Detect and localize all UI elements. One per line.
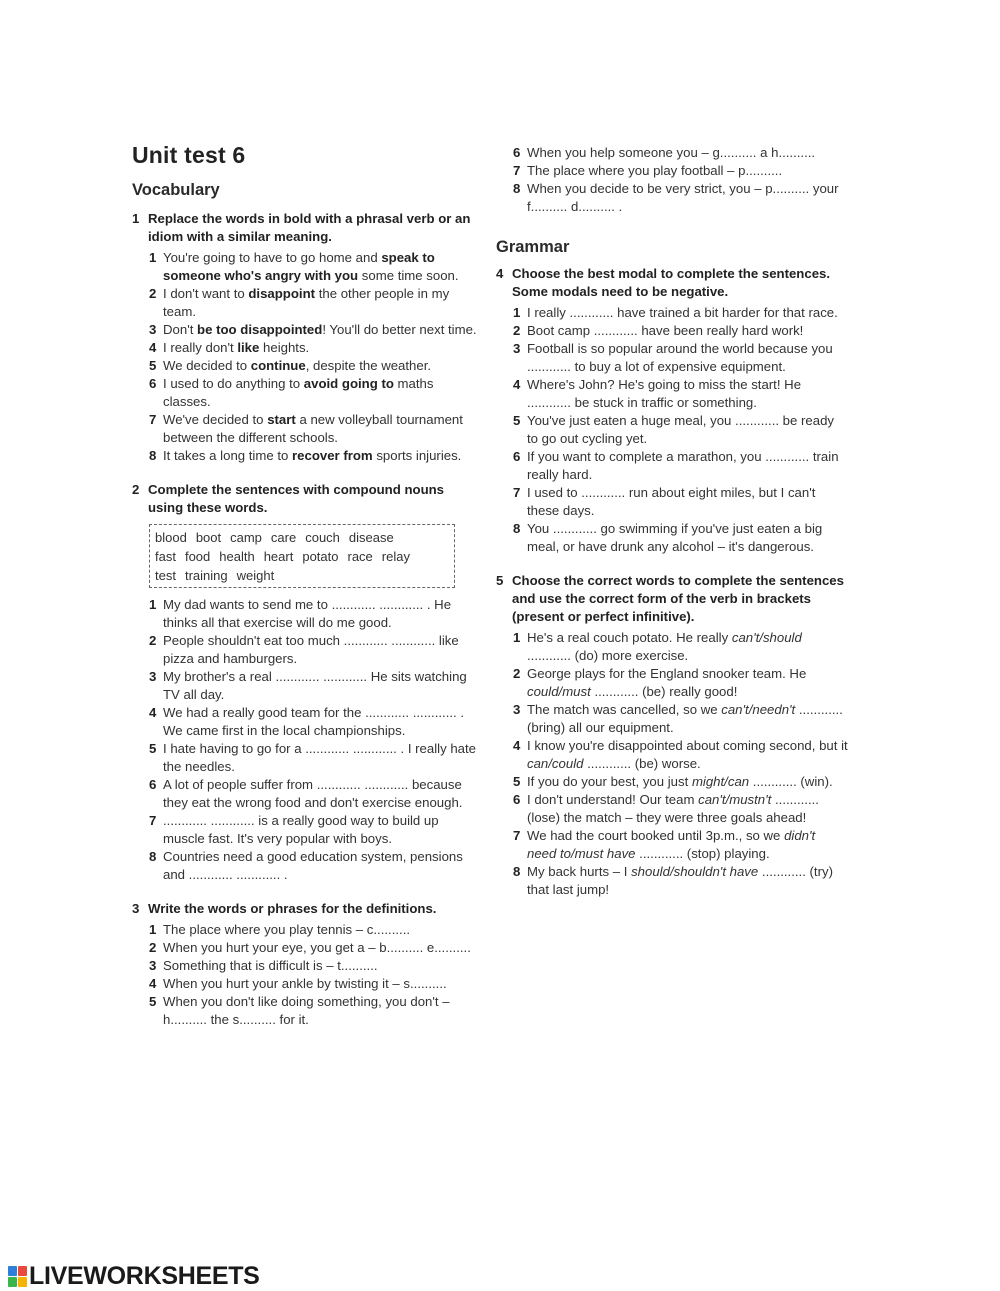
list-item xyxy=(513,520,848,556)
item-text: He's a real couch potato. He really can't/should ............ (do) more exercise. xyxy=(527,630,802,663)
list-item xyxy=(513,773,848,791)
exercise-4 xyxy=(496,265,848,556)
list-item xyxy=(149,812,482,848)
item-text: Countries need a good education system, pensions and ............ ............ . xyxy=(163,849,463,882)
item-text: A lot of people suffer from ............ ............ because they eat the wrong food and don't exercise enough. xyxy=(163,777,463,810)
exercise-1-instruction xyxy=(132,210,482,246)
item-text: Something that is difficult is – t.......... xyxy=(163,958,378,973)
item-number: 3 xyxy=(513,341,521,356)
list-item xyxy=(149,921,482,939)
list-item xyxy=(149,975,482,993)
list-item xyxy=(513,340,848,376)
item-number: 2 xyxy=(513,323,521,338)
item-number: 7 xyxy=(149,412,157,427)
item-text: When you help someone you – g.......... a h.......... xyxy=(527,145,816,160)
item-text: I really ............ have trained a bit harder for that race. xyxy=(527,305,838,320)
list-item xyxy=(513,180,848,216)
item-text: My dad wants to send me to ............ ............ . He thinks all that exercise will do me good. xyxy=(163,597,452,630)
item-number: 1 xyxy=(513,305,521,320)
list-item xyxy=(513,322,848,340)
item-text: You're going to have to go home and speak to someone who's angry with you some time soon. xyxy=(163,250,459,283)
list-item xyxy=(513,144,848,162)
item-text: I used to do anything to avoid going to maths classes. xyxy=(163,376,434,409)
item-text: We decided to continue, despite the weather. xyxy=(163,358,432,373)
list-item xyxy=(149,632,482,668)
word-option: blood xyxy=(155,530,187,545)
word-box xyxy=(149,524,455,588)
item-number: 7 xyxy=(513,163,521,178)
exercise-3-items-part1 xyxy=(149,921,482,1029)
page-title: Unit test 6 xyxy=(132,142,246,168)
word-option: care xyxy=(270,530,297,545)
list-item xyxy=(513,665,848,701)
item-text: My brother's a real ............ ............ He sits watching TV all day. xyxy=(163,669,467,702)
word-option: camp xyxy=(230,530,262,545)
exercise-number: 5 xyxy=(496,573,504,588)
item-text: The match was cancelled, so we can't/needn't ............ (bring) all our equipment. xyxy=(527,702,843,735)
list-item xyxy=(513,791,848,827)
list-item xyxy=(149,411,482,447)
item-number: 1 xyxy=(149,922,157,937)
list-item xyxy=(513,701,848,737)
exercise-number: 1 xyxy=(132,211,140,226)
item-text: If you want to complete a marathon, you ............ train really hard. xyxy=(527,449,839,482)
item-number: 7 xyxy=(513,828,521,843)
exercise-5-items xyxy=(513,629,848,899)
word-option: boot xyxy=(195,530,222,545)
item-number: 2 xyxy=(513,666,521,681)
word-option: relay xyxy=(381,549,410,564)
liveworksheets-logo[interactable] xyxy=(8,1262,260,1291)
exercise-3-items-part2 xyxy=(513,144,848,216)
item-text: Where's John? He's going to miss the start! He ............ be stuck in traffic or something. xyxy=(527,377,802,410)
item-number: 5 xyxy=(149,994,157,1009)
instruction-text: Choose the best modal to complete the sentences. Some modals need to be negative. xyxy=(512,266,831,299)
exercise-number: 4 xyxy=(496,266,504,281)
item-number: 8 xyxy=(513,181,521,196)
item-text: The place where you play football – p.......... xyxy=(527,163,783,178)
item-text: If you do your best, you just might/can ............ (win). xyxy=(527,774,833,789)
instruction-text: Choose the correct words to complete the sentences and use the correct form of the verb in brackets (present or perfect infinitive). xyxy=(512,573,844,624)
item-text: Don't be too disappointed! You'll do better next time. xyxy=(163,322,477,337)
list-item xyxy=(149,668,482,704)
vocabulary-heading: Vocabulary xyxy=(132,181,220,199)
item-number: 4 xyxy=(149,976,157,991)
item-number: 6 xyxy=(149,777,157,792)
logo-square-icon xyxy=(18,1266,27,1276)
list-item xyxy=(513,448,848,484)
list-item xyxy=(513,412,848,448)
item-text: We had a really good team for the ............ ............ . We came first in the local championships. xyxy=(163,705,465,738)
item-number: 5 xyxy=(513,774,521,789)
list-item xyxy=(513,629,848,665)
item-number: 3 xyxy=(149,669,157,684)
item-number: 6 xyxy=(513,792,521,807)
item-text: Football is so popular around the world because you ............ to buy a lot of expensive equipment. xyxy=(527,341,833,374)
exercise-1 xyxy=(132,210,482,465)
item-text: I know you're disappointed about coming second, but it can/could ............ (be) worse. xyxy=(527,738,848,771)
list-item xyxy=(149,740,482,776)
item-number: 5 xyxy=(149,741,157,756)
exercise-3 xyxy=(132,900,482,1029)
list-item xyxy=(513,863,848,899)
list-item xyxy=(149,596,482,632)
item-text: When you don't like doing something, you don't – h.......... the s.......... for it. xyxy=(163,994,450,1027)
word-option: food xyxy=(184,549,211,564)
item-text: We had the court booked until 3p.m., so we didn't need to/must have ............ (stop) playing. xyxy=(527,828,816,861)
item-number: 6 xyxy=(513,449,521,464)
word-option: race xyxy=(347,549,373,564)
item-text: It takes a long time to recover from sports injuries. xyxy=(163,448,462,463)
exercise-number: 3 xyxy=(132,901,140,916)
list-item xyxy=(513,304,848,322)
logo-icon xyxy=(8,1266,27,1287)
list-item xyxy=(513,484,848,520)
instruction-text: Replace the words in bold with a phrasal verb or an idiom with a similar meaning. xyxy=(148,211,471,244)
exercise-2-instruction xyxy=(132,481,482,517)
word-option: fast xyxy=(155,549,176,564)
item-number: 7 xyxy=(513,485,521,500)
word-option: potato xyxy=(302,549,339,564)
item-number: 2 xyxy=(149,633,157,648)
item-number: 2 xyxy=(149,286,157,301)
item-text: Boot camp ............ have been really hard work! xyxy=(527,323,804,338)
exercise-4-items xyxy=(513,304,848,556)
exercise-number: 2 xyxy=(132,482,140,497)
item-text: My back hurts – I should/shouldn't have ............ (try) that last jump! xyxy=(527,864,833,897)
exercise-2-items xyxy=(149,596,482,884)
item-number: 8 xyxy=(513,864,521,879)
item-text: We've decided to start a new volleyball tournament between the different schools. xyxy=(163,412,463,445)
word-box-row xyxy=(155,547,449,566)
item-text: When you hurt your eye, you get a – b.......... e.......... xyxy=(163,940,471,955)
word-option: couch xyxy=(305,530,340,545)
list-item xyxy=(149,321,482,339)
instruction-text: Write the words or phrases for the definitions. xyxy=(148,901,437,916)
list-item xyxy=(513,737,848,773)
list-item xyxy=(149,249,482,285)
item-number: 7 xyxy=(149,813,157,828)
item-text: I don't understand! Our team can't/mustn't ............ (lose) the match – they were three goals ahead! xyxy=(527,792,819,825)
word-box-row xyxy=(155,566,449,585)
exercise-4-instruction xyxy=(496,265,848,301)
item-text: I don't want to disappoint the other people in my team. xyxy=(163,286,450,319)
item-number: 5 xyxy=(513,413,521,428)
word-box-row xyxy=(155,528,449,547)
word-option: weight xyxy=(236,568,275,583)
item-number: 2 xyxy=(149,940,157,955)
list-item xyxy=(149,285,482,321)
item-number: 8 xyxy=(149,849,157,864)
item-number: 1 xyxy=(149,250,157,265)
instruction-text: Complete the sentences with compound nouns using these words. xyxy=(148,482,445,515)
list-item xyxy=(149,704,482,740)
item-number: 1 xyxy=(149,597,157,612)
item-number: 3 xyxy=(149,322,157,337)
word-option: training xyxy=(184,568,228,583)
logo-text: LIVEWORKSHEETS xyxy=(29,1262,260,1290)
logo-square-icon xyxy=(8,1266,17,1276)
item-text: George plays for the England snooker team. He could/must ............ (be) really good! xyxy=(527,666,807,699)
list-item xyxy=(149,357,482,375)
exercise-3-instruction xyxy=(132,900,482,918)
list-item xyxy=(513,827,848,863)
item-text: The place where you play tennis – c.......... xyxy=(163,922,411,937)
exercise-2 xyxy=(132,481,482,884)
left-column xyxy=(132,142,482,1029)
list-item xyxy=(149,848,482,884)
item-number: 8 xyxy=(513,521,521,536)
item-text: I used to ............ run about eight miles, but I can't these days. xyxy=(527,485,816,518)
list-item xyxy=(149,957,482,975)
list-item xyxy=(149,993,482,1029)
item-text: I really don't like heights. xyxy=(163,340,310,355)
item-number: 3 xyxy=(149,958,157,973)
list-item xyxy=(149,375,482,411)
word-option: health xyxy=(219,549,255,564)
item-text: When you hurt your ankle by twisting it – s.......... xyxy=(163,976,447,991)
item-text: You ............ go swimming if you've just eaten a big meal, or have drunk any alcohol – it's dangerous. xyxy=(527,521,823,554)
list-item xyxy=(149,939,482,957)
item-number: 1 xyxy=(513,630,521,645)
logo-square-icon xyxy=(18,1277,27,1287)
item-number: 3 xyxy=(513,702,521,717)
exercise-1-items xyxy=(149,249,482,465)
item-number: 4 xyxy=(513,377,521,392)
item-text: I hate having to go for a ............ ............ . I really hate the needles. xyxy=(163,741,476,774)
item-number: 8 xyxy=(149,448,157,463)
exercise-5-instruction xyxy=(496,572,848,626)
item-text: When you decide to be very strict, you – p.......... your f.......... d.......... . xyxy=(527,181,839,214)
item-number: 6 xyxy=(149,376,157,391)
logo-square-icon xyxy=(8,1277,17,1287)
word-option: heart xyxy=(263,549,294,564)
item-text: People shouldn't eat too much ............ ............ like pizza and hamburgers. xyxy=(163,633,459,666)
item-number: 4 xyxy=(149,340,157,355)
list-item xyxy=(149,447,482,465)
item-text: ............ ............ is a really good way to build up muscle fast. It's very popular with boys. xyxy=(163,813,439,846)
word-option: disease xyxy=(348,530,394,545)
item-number: 4 xyxy=(513,738,521,753)
item-number: 4 xyxy=(149,705,157,720)
list-item xyxy=(149,339,482,357)
list-item xyxy=(513,376,848,412)
right-column xyxy=(496,144,848,899)
list-item xyxy=(513,162,848,180)
word-option: test xyxy=(155,568,176,583)
item-text: You've just eaten a huge meal, you ............ be ready to go out cycling yet. xyxy=(527,413,835,446)
grammar-heading: Grammar xyxy=(496,238,570,256)
list-item xyxy=(149,776,482,812)
exercise-5 xyxy=(496,572,848,899)
item-number: 5 xyxy=(149,358,157,373)
item-number: 6 xyxy=(513,145,521,160)
